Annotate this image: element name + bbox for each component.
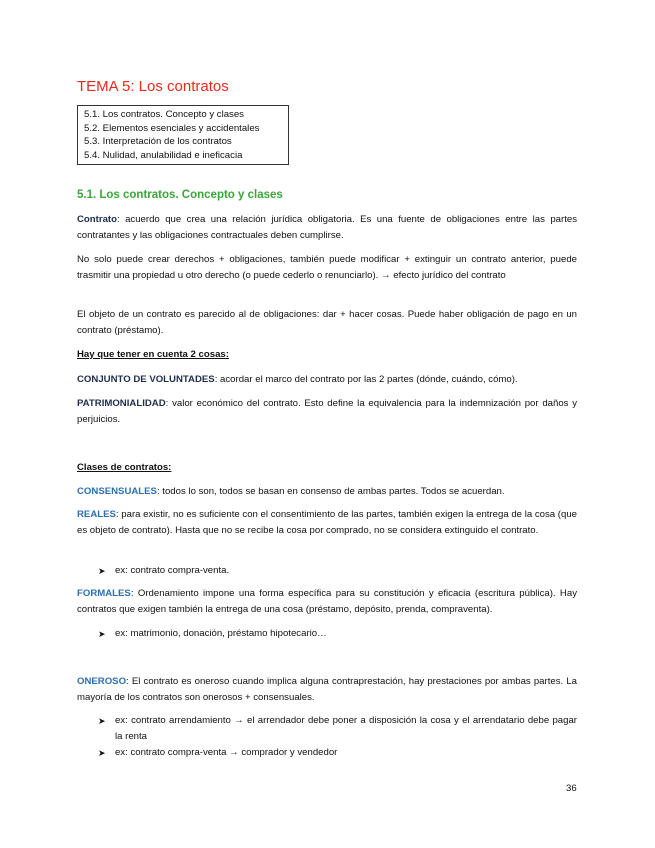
toc-item: 5.4. Nulidad, anulabilidad e ineficacia: [84, 149, 243, 161]
term: CONSENSUALES: [77, 486, 157, 497]
definition: : para existir, no es suficiente con el consentimiento de las partes, también exigen la entrega de la cosa (que es objeto de contrato). Hasta que no se recibe la cosa por comprado, no se considera extinguido el contrato.: [77, 509, 577, 536]
bullet-item: ➤ ex: matrimonio, donación, préstamo hipotecario…: [98, 626, 578, 643]
arrow-bullet-icon: ➤: [98, 748, 106, 758]
definition: : acuerdo que crea una relación jurídica obligatoria. Es una fuente de obligaciones entre las partes contratantes y las obligaciones contractuales deben cumplirse.: [77, 214, 577, 241]
bullet-item: ➤ ex: contrato compra-venta.: [98, 563, 578, 580]
paragraph-consensuales: [77, 484, 577, 500]
paragraph-formales: [77, 586, 577, 618]
chapter-title: TEMA 5: Los contratos: [77, 78, 229, 95]
definition: : Ordenamiento impone una forma específica para su constitución y eficacia (escritura pública). Hay contratos que exigen también la entrega de una cosa (préstamo, depósito, prenda, compraventa).: [77, 588, 577, 615]
bullet-item: ➤ ex: contrato compra-venta → comprador y vendedor: [98, 745, 578, 762]
definition: : valor económico del contrato. Esto define la equivalencia para la indemnización por daños y perjuicios.: [77, 398, 577, 425]
term: FORMALES: [77, 588, 131, 599]
definition: : todos lo son, todos se basan en consenso de ambas partes. Todos se acuerdan.: [156, 486, 505, 497]
arrow-bullet-icon: ➤: [98, 629, 106, 639]
bullet-item: ➤ ex: contrato arrendamiento → el arrendador debe poner a disposición la cosa y el arrendatario debe pagar la renta: [98, 715, 577, 742]
paragraph-contrato: [77, 212, 577, 244]
heading-classes: Clases de contratos:: [77, 462, 172, 473]
toc-item: 5.1. Los contratos. Concepto y clases: [84, 109, 244, 120]
toc-item: 5.2. Elementos esenciales y accidentales: [84, 122, 260, 134]
term: PATRIMONIALIDAD: [77, 398, 166, 409]
paragraph-patrimonialidad: [77, 396, 577, 428]
section-title: 5.1. Los contratos. Concepto y clases: [77, 189, 283, 201]
arrow-bullet-icon: ➤: [98, 566, 106, 576]
paragraph-oneroso: [77, 674, 577, 706]
term: ONEROSO: [77, 676, 127, 687]
paragraph-reales: [77, 507, 577, 539]
paragraph-efecto: No solo puede crear derechos + obligaciones, también puede modificar + extinguir un contrato anterior, puede trasmitir una propiedad u otro derecho (o puede cederlo o renunciarlo). → efecto jurídico del contrato: [77, 254, 577, 281]
term: CONJUNTO DE VOLUNTADES: [77, 374, 215, 385]
page-number: 36: [566, 783, 577, 794]
paragraph-voluntades: [77, 372, 577, 388]
arrow-bullet-icon: ➤: [98, 716, 106, 726]
toc-item: 5.3. Interpretación de los contratos: [84, 136, 232, 147]
term: Contrato: [77, 214, 117, 225]
definition: : El contrato es oneroso cuando implica alguna contraprestación, hay prestaciones por ambas partes. La mayoría de los contratos son onerosos + consensuales.: [77, 676, 577, 703]
heading-two-things: Hay que tener en cuenta 2 cosas:: [77, 349, 229, 360]
definition: : acordar el marco del contrato por las 2 partes (dónde, cuándo, cómo).: [214, 374, 518, 385]
term: REALES: [77, 509, 116, 520]
paragraph-objeto: El objeto de un contrato es parecido al de obligaciones: dar + hacer cosas. Puede haber obligación de pago en un contrato (préstamo).: [77, 309, 577, 336]
table-of-contents: [77, 105, 289, 165]
